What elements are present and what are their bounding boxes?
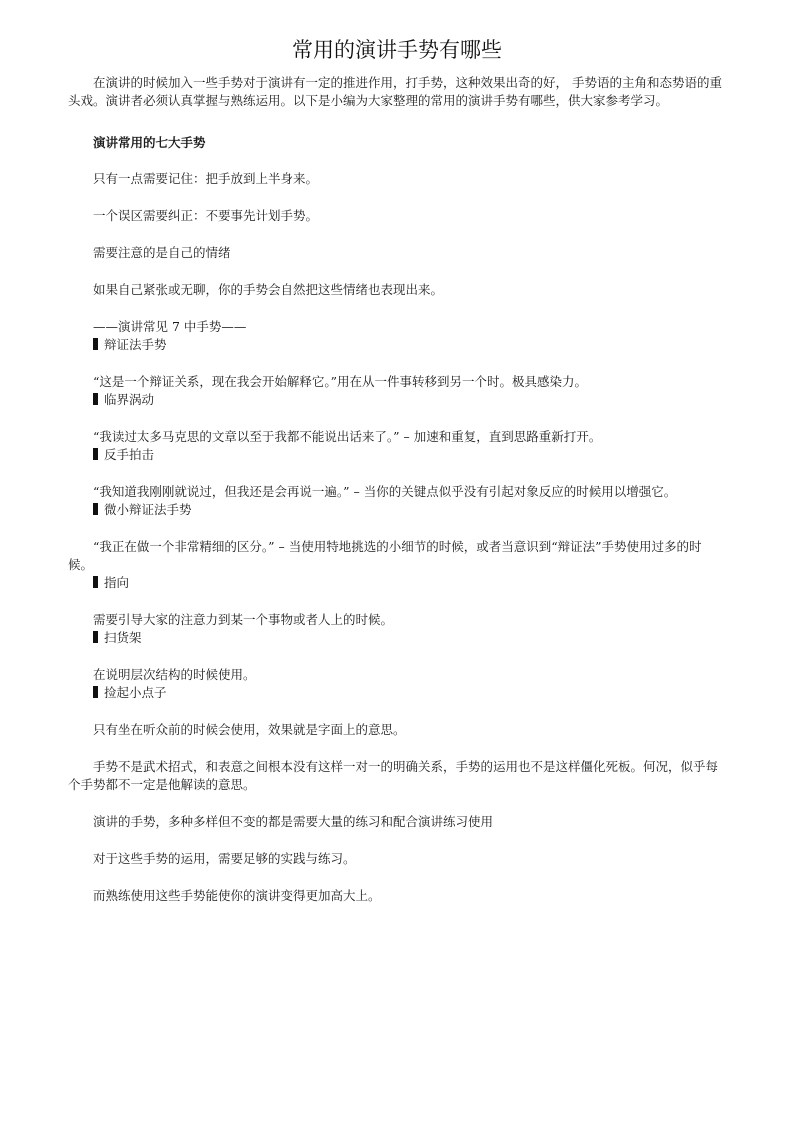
bullet-icon	[93, 503, 98, 515]
bullet-icon	[93, 448, 98, 460]
section-heading: 演讲常用的七大手势	[93, 135, 206, 150]
gesture-name: 捡起小点子	[104, 685, 167, 700]
bullet-icon	[93, 576, 98, 588]
outro-paragraph-2: 演讲的手势，多种多样但不变的都是需要大量的练习和配合演讲练习使用	[93, 814, 494, 829]
gesture-heading	[68, 684, 726, 702]
outro-paragraph-1: 手势不是武术招式，和表意之间根本没有这样一对一的明确关系，手势的运用也不是这样僵化死板。何况，似乎每个手势都不一定是他解读的意思。	[68, 759, 719, 792]
gesture-name: 微小辩证法手势	[104, 502, 192, 517]
bullet-icon	[93, 631, 98, 643]
paragraph-3: 需要注意的是自己的情绪	[93, 245, 231, 260]
gesture-heading	[68, 629, 726, 647]
gesture-heading	[68, 391, 726, 409]
gesture-name: 反手拍击	[104, 447, 155, 462]
gesture-description: “我正在做一个非常精细的区分。” – 当使用特地挑选的小细节的时候，或者当意识到“辩证法”手势使用过多的时候。	[68, 539, 702, 572]
gesture-heading	[68, 336, 726, 354]
gesture-heading	[68, 446, 726, 464]
gesture-name: 扫货架	[104, 630, 142, 645]
gesture-heading	[68, 574, 726, 592]
paragraph-4: 如果自己紧张或无聊，你的手势会自然把这些情绪也表现出来。	[93, 282, 444, 297]
gesture-name: 指向	[104, 575, 130, 590]
gesture-name: 临界涡动	[104, 392, 155, 407]
section-divider: ——演讲常见 7 中手势——	[93, 319, 247, 334]
gesture-description: 在说明层次结构的时候使用。	[93, 667, 256, 682]
outro-paragraph-3: 对于这些手势的运用，需要足够的实践与练习。	[93, 851, 356, 866]
paragraph-1: 只有一点需要记住：把手放到上半身来。	[93, 171, 319, 186]
paragraph-2: 一个误区需要纠正：不要事先计划手势。	[93, 208, 319, 223]
gesture-name: 辩证法手势	[104, 337, 167, 352]
document-page	[68, 30, 726, 905]
gesture-heading	[68, 501, 726, 519]
intro-paragraph: 在演讲的时候加入一些手势对于演讲有一定的推进作用，打手势，这种效果出奇的好， 手势语的主角和态势语的重头戏。演讲者必须认真掌握与熟练运用。以下是小编为大家整理的常用的演讲手势有哪些，供大家参考学习。	[68, 75, 722, 108]
bullet-icon	[93, 686, 98, 698]
outro-paragraph-4: 而熟练使用这些手势能使你的演讲变得更加高大上。	[93, 888, 381, 903]
gesture-description: 只有坐在听众前的时候会使用，效果就是字面上的意思。	[93, 722, 406, 737]
bullet-icon	[93, 393, 98, 405]
bullet-icon	[93, 338, 98, 350]
gesture-description: “我知道我刚刚就说过，但我还是会再说一遍。” – 当你的关键点似乎没有引起对象反应的时候用以增强它。	[93, 484, 677, 499]
gesture-description: 需要引导大家的注意力到某一个事物或者人上的时候。	[93, 612, 394, 627]
gesture-description: “这是一个辩证关系，现在我会开始解释它。”用在从一件事转移到另一个时。极具感染力。	[93, 374, 588, 389]
gesture-description: “我读过太多马克思的文章以至于我都不能说出话来了。” – 加速和重复，直到思路重新打开。	[93, 429, 602, 444]
document-title: 常用的演讲手势有哪些	[292, 38, 502, 62]
